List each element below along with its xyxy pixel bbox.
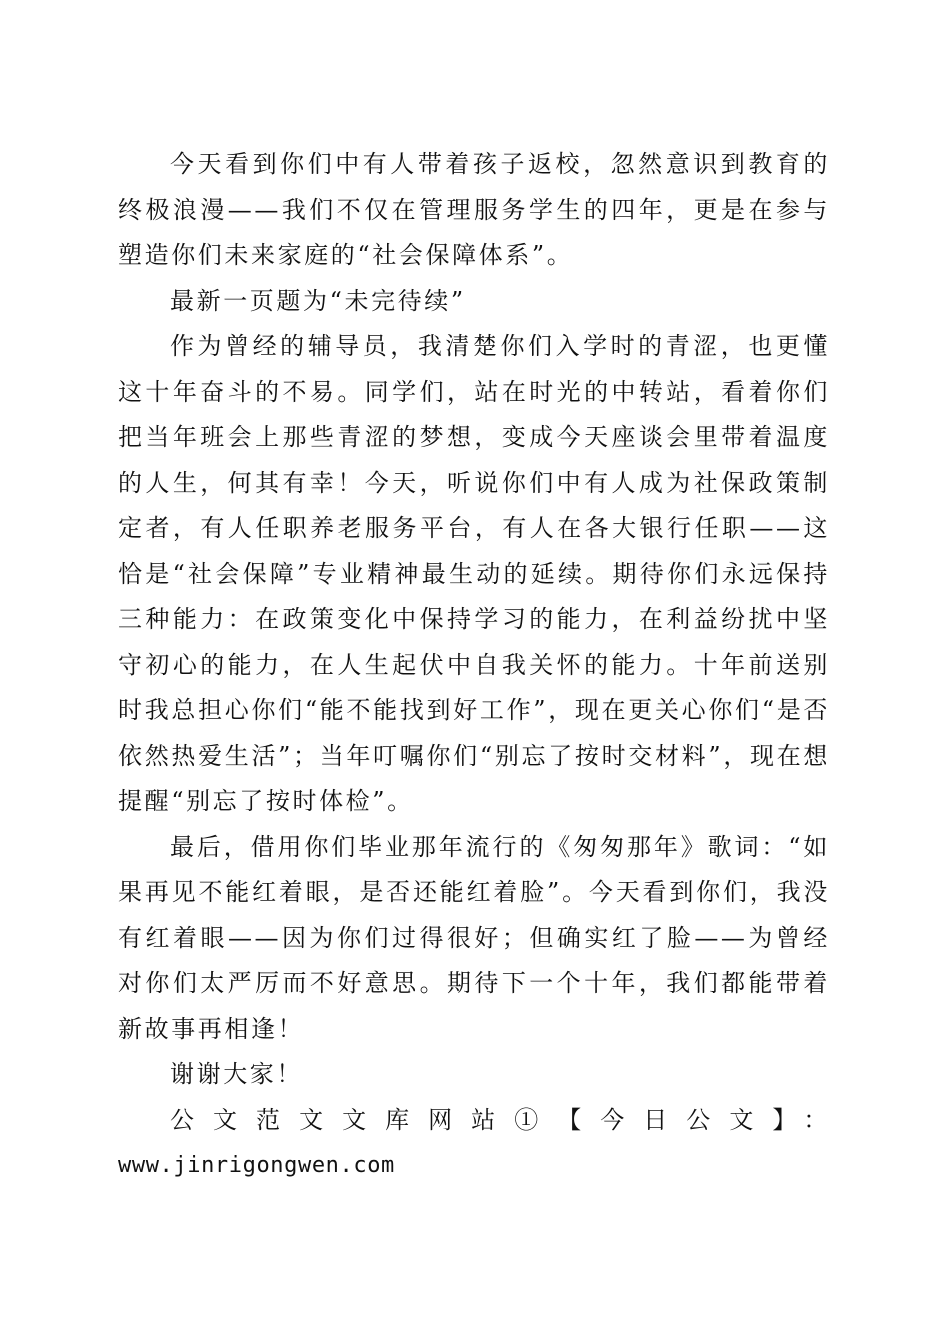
paragraph-section-heading: 最新一页题为“未完待续” (170, 286, 466, 315)
paragraph-counselor-reflection: 作为曾经的辅导员，我清楚你们入学时的青涩，也更懂这十年奋斗的不易。同学们，站在时光的中转站，看着你们把当年班会上那些青涩的梦想，变成今天座谈会里带着温度的人生，何其有幸！今天，听说你们中有人成为社保政策制定者，有人任职养老服务平台，有人在各大银行任职——这恰是“社会保障”专业精神最生动的延续。期待你们永远保持三种能力：在政策变化中保持学习的能力，在利益纷扰中坚守初心的能力，在人生起伏中自我关怀的能力。十年前送别时我总担心你们“能不能找到好工作”，现在更关心你们“是否依然热爱生活”；当年叮嘱你们“别忘了按时交材料”，现在想提醒“别忘了按时体检”。 (118, 332, 830, 815)
footer-site-label: 公文范文文库网站①【今日公文】： (170, 1105, 830, 1134)
paragraph-thanks: 谢谢大家！ (170, 1060, 303, 1088)
footer-site-url[interactable]: www.jinrigongwen.com (118, 1153, 395, 1178)
paragraph-children-return: 今天看到你们中有人带着孩子返校，忽然意识到教育的终极浪漫——我们不仅在管理服务学生的四年，更是在参与塑造你们未来家庭的“社会保障体系”。 (118, 150, 830, 269)
document-body (118, 142, 830, 1189)
paragraph-closing-lyrics: 最后，借用你们毕业那年流行的《匆匆那年》歌词：“如果再见不能红着眼，是否还能红着脸”。今天看到你们，我没有红着眼——因为你们过得很好；但确实红了脸——为曾经对你们太严厉而不好意思。期待下一个十年，我们都能带着新故事再相逢！ (118, 832, 830, 1043)
